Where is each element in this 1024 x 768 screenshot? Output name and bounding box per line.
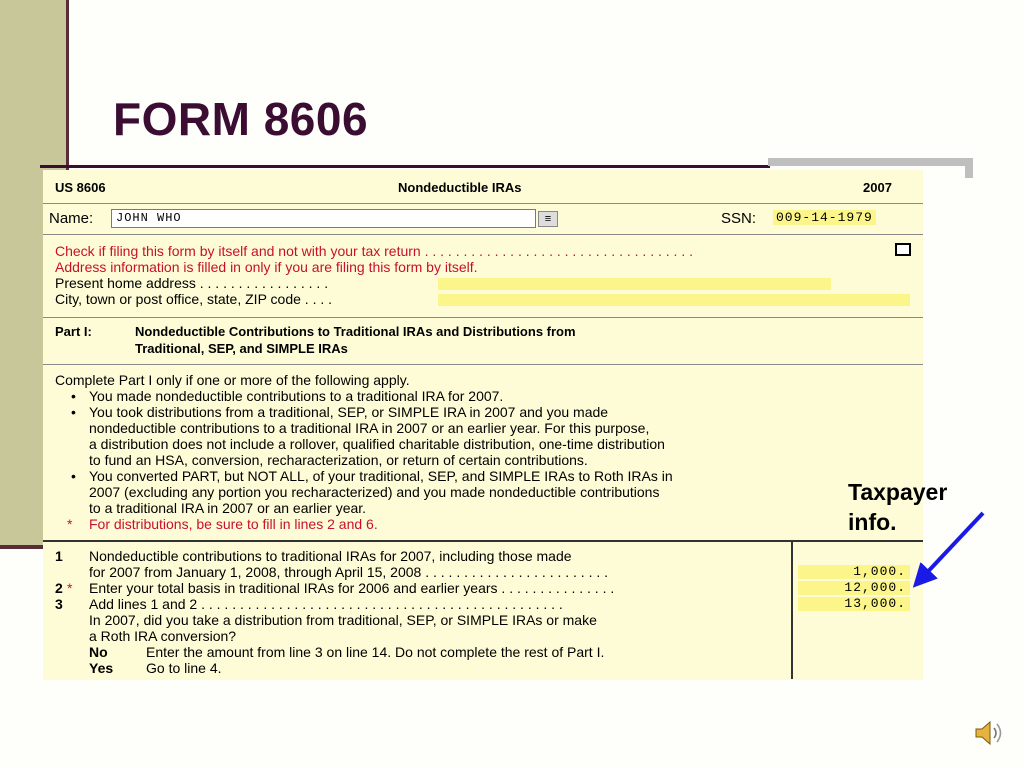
title-rule — [40, 165, 770, 168]
divider — [43, 203, 923, 204]
line1-amount[interactable]: 1,000. — [798, 565, 910, 579]
instructions-intro: Complete Part I only if one or more of the following apply. — [55, 372, 410, 388]
instruction-bullet-3-line1: You converted PART, but NOT ALL, of your traditional, SEP, and SIMPLE IRAs to Roth IRAs in — [89, 468, 673, 484]
divider — [43, 234, 923, 235]
dropdown-icon[interactable]: ≡ — [538, 211, 558, 227]
line-number: 2 — [55, 580, 63, 596]
bullet: • — [71, 404, 76, 420]
question-line2: a Roth IRA conversion? — [89, 628, 237, 644]
speaker-icon[interactable] — [972, 716, 1006, 750]
form-8606 — [43, 170, 923, 680]
yes-text: Go to line 4. — [146, 660, 222, 676]
instruction-bullet-2-line2: nondeductible contributions to a traditional IRA in 2007 or an earlier year. For this purpose, — [89, 420, 650, 436]
yes-label: Yes — [89, 660, 114, 676]
line-number: 1 — [55, 548, 63, 564]
home-address-field[interactable] — [438, 278, 831, 290]
title-rule-accent — [768, 158, 973, 166]
line1-text-b: for 2007 from January 1, 2008, through April 15, 2008 . . . . . . . . . . . . . . . . . . . . . . . . — [89, 564, 609, 580]
no-text: Enter the amount from line 3 on line 14. Do not complete the rest of Part I. — [146, 644, 605, 660]
line3-text: Add lines 1 and 2 . . . . . . . . . . . . . . . . . . . . . . . . . . . . . . . . . . . . . . . . . . . . . . . — [89, 596, 563, 612]
line3-amount[interactable]: 13,000. — [798, 597, 910, 611]
instruction-bullet-2-line3: a distribution does not include a rollover, qualified charitable distribution, one-time distribution — [89, 436, 665, 452]
amount-column-divider — [791, 542, 793, 679]
instruction-star-note: For distributions, be sure to fill in lines 2 and 6. — [89, 516, 378, 532]
instruction-bullet-2-line1: You took distributions from a traditional, SEP, or SIMPLE IRA in 2007 and you made — [89, 404, 609, 420]
arrow-line — [921, 513, 983, 579]
question-line1: In 2007, did you take a distribution from traditional, SEP, or SIMPLE IRAs or make — [89, 612, 597, 628]
name-label: Name: — [49, 210, 94, 227]
line1-text-a: Nondeductible contributions to traditional IRAs for 2007, including those made — [89, 548, 572, 564]
instruction-bullet-1: You made nondeductible contributions to a traditional IRA for 2007. — [89, 388, 504, 404]
name-field[interactable]: JOHN WHO — [111, 209, 536, 228]
star-marker: * — [67, 516, 73, 532]
ssn-field[interactable]: 009-14-1979 — [773, 210, 876, 225]
divider — [43, 317, 923, 318]
part1-title-line2: Traditional, SEP, and SIMPLE IRAs — [135, 341, 348, 356]
line2-text: Enter your total basis in traditional IRAs for 2006 and earlier years . . . . . . . . . . . . . . . — [89, 580, 615, 596]
line2-amount[interactable]: 12,000. — [798, 581, 910, 595]
divider — [43, 364, 923, 365]
annotation-line1: Taxpayer — [848, 479, 948, 505]
part1-label: Part I: — [55, 324, 92, 339]
part1-title-line1: Nondeductible Contributions to Traditional IRAs and Distributions from — [135, 324, 576, 339]
bullet: • — [71, 468, 76, 484]
filing-address-note: Address information is filled in only if you are filing this form by itself. — [55, 259, 478, 275]
city-label: City, town or post office, state, ZIP code . . . . — [55, 291, 333, 307]
line-number: 3 — [55, 596, 63, 612]
annotation-arrow-icon — [905, 505, 990, 590]
star-marker: * — [67, 580, 73, 596]
form-title: Nondeductible IRAs — [398, 180, 522, 195]
ssn-label: SSN: — [721, 210, 757, 227]
city-field[interactable] — [438, 294, 910, 306]
instruction-bullet-3-line2: 2007 (excluding any portion you recharacterized) and you made nondeductible contributions — [89, 484, 660, 500]
bullet: • — [71, 388, 76, 404]
slide-title: FORM 8606 — [113, 93, 369, 145]
instruction-bullet-2-line4: to fund an HSA, conversion, recharacterization, or return of certain contributions. — [89, 452, 588, 468]
home-address-label: Present home address . . . . . . . . . . . . . . . . . — [55, 275, 329, 291]
left-accent-rule — [0, 545, 45, 549]
form-id: US 8606 — [55, 180, 106, 195]
filing-checkbox[interactable] — [895, 243, 911, 256]
form-year: 2007 — [863, 180, 892, 195]
annotation-line2: info. — [848, 509, 897, 535]
no-label: No — [89, 644, 108, 660]
instruction-bullet-3-line3: to a traditional IRA in 2007 or an earlier year. — [89, 500, 367, 516]
title-rule-accent-tail — [965, 166, 973, 178]
filing-check-text: Check if filing this form by itself and not with your tax return . . . . . . . . . . . . . . . . . . . . . . . . . . . . . . . . . . . — [55, 243, 693, 259]
